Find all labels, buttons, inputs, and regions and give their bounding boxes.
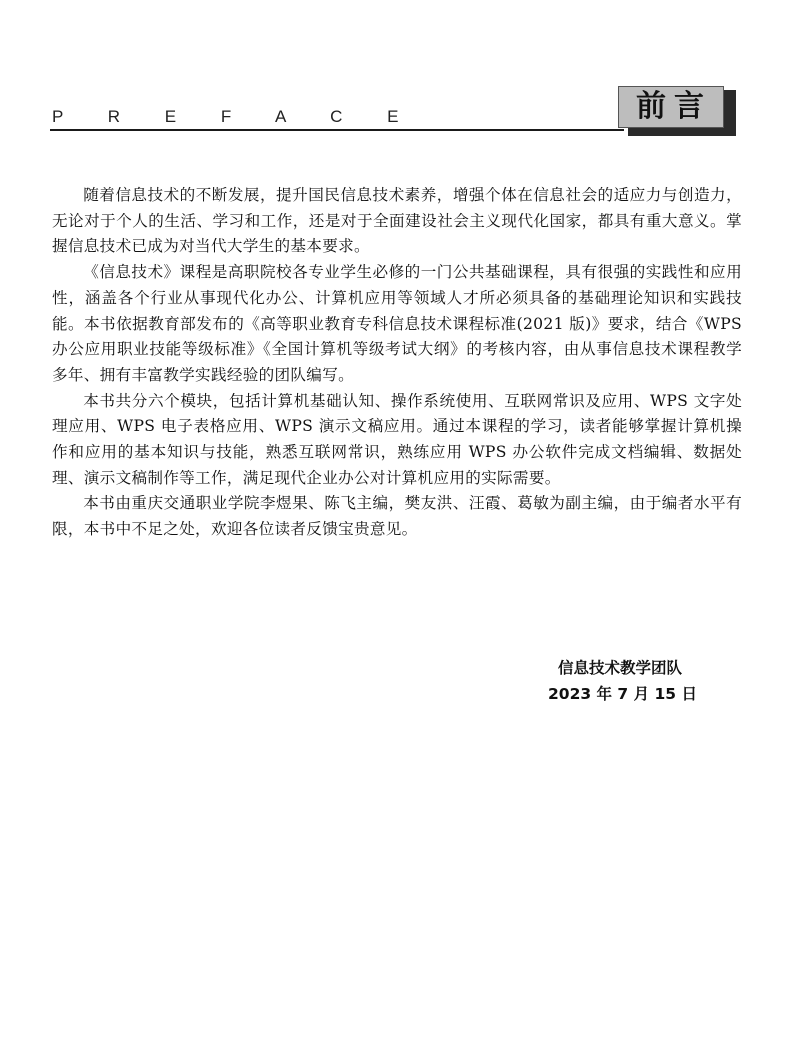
- paragraph-4: 本书由重庆交通职业学院李煜果、陈飞主编，樊友洪、汪霞、葛敏为副主编，由于编者水平有限，本书中不足之处，欢迎各位读者反馈宝贵意见。: [52, 494, 742, 539]
- preface-header: [50, 86, 738, 140]
- preface-body: [52, 183, 742, 543]
- signature-block: [548, 655, 748, 707]
- preface-label: P R E F A C E: [52, 107, 419, 126]
- signature-team: 信息技术教学团队: [558, 659, 683, 677]
- page-title: 前言: [618, 86, 724, 128]
- paragraph-1: 随着信息技术的不断发展，提升国民信息技术素养，增强个体在信息社会的适应力与创造力，无论对于个人的生活、学习和工作，还是对于全面建设社会主义现代化国家，都具有重大意义。掌握信息技术已成为对当代大学生的基本要求。: [52, 186, 742, 256]
- paragraph-2: 《信息技术》课程是高职院校各专业学生必修的一门公共基础课程，具有很强的实践性和应用性，涵盖各个行业从事现代化办公、计算机应用等领域人才所必须具备的基础理论知识和实践技能。本书依据教育部发布的《高等职业教育专科信息技术课程标准(2021 版)》要求，结合《WPS 办公应用职业技能等级标准》《全国计算机等级考试大纲》的考核内容，由从事信息技术课程教学多年、拥有丰富教学实践经验的团队编写。: [52, 263, 742, 384]
- paragraph-3: 本书共分六个模块，包括计算机基础认知、操作系统使用、互联网常识及应用、WPS 文字处理应用、WPS 电子表格应用、WPS 演示文稿应用。通过本课程的学习，读者能够掌握计算机操作和应用的基本知识与技能，熟悉互联网常识，熟练应用 WPS 办公软件完成文档编辑、数据处理、演示文稿制作等工作，满足现代企业办公对计算机应用的实际需要。: [52, 391, 742, 487]
- signature-date: 2023 年 7 月 15 日: [548, 685, 697, 703]
- header-rule: [50, 129, 624, 131]
